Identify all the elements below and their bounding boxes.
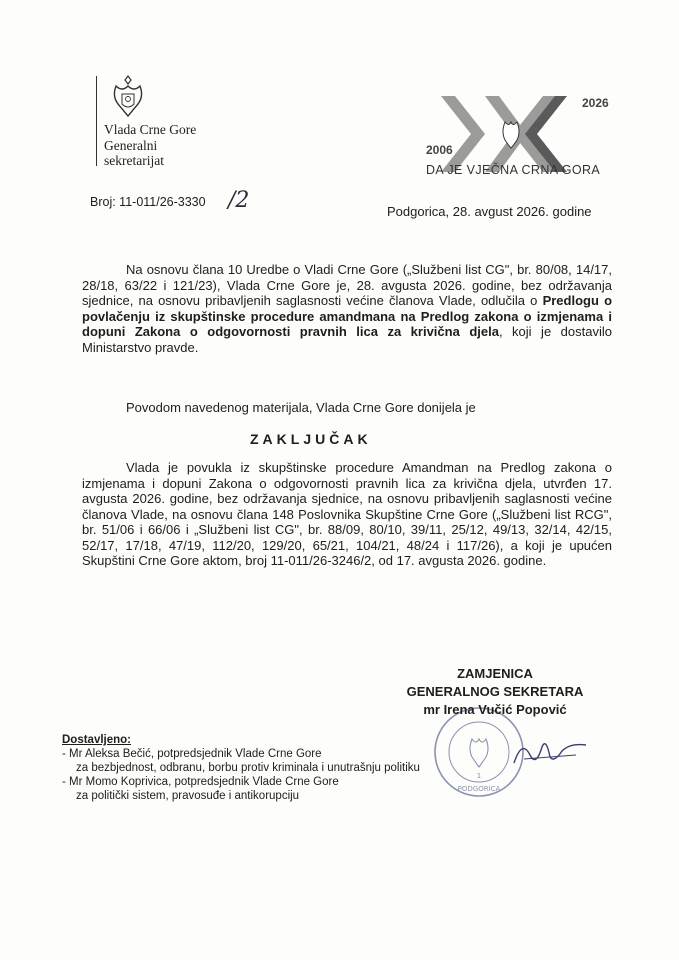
distribution-list <box>62 733 420 803</box>
distribution-item <box>62 775 420 803</box>
conclusion-title: ZAKLJUČAK <box>250 431 372 447</box>
jubilee-slogan: DA JE VJEČNA CRNA GORA <box>426 163 601 177</box>
distribution-title: Dostavljeno: <box>62 734 132 746</box>
coat-of-arms-icon <box>108 72 148 120</box>
document-date: Podgorica, 28. avgust 2026. godine <box>387 204 592 219</box>
org-line: Vlada Crne Gore <box>104 122 197 137</box>
intro-text-b: , koji je dostavilo Ministarstvo pravde. <box>82 324 612 355</box>
org-line: sekretarijat <box>104 153 164 168</box>
org-line: Generalni <box>104 137 158 153</box>
reference-number: Broj: 11-011/26-3330 <box>90 195 206 209</box>
signatory-name: mr Irena Vučić Popović <box>423 702 567 717</box>
signatory-title-1: ZAMJENICA <box>457 666 533 681</box>
distribution-item <box>62 747 420 775</box>
intro-text-a: Na osnovu člana 10 Uredbe o Vladi Crne Gore („Službeni list CG", br. 80/08, 14/17, 28/18, 63/22 i 121/23), Vlada Crne Gore je, 28. avgusta 2026. godine, bez održavanja sjednice, na osnovu pribavljenih saglasnosti većine članova Vlade, odlučila o <box>82 262 612 308</box>
signatory-title-2: GENERALNOG SEKRETARA <box>406 684 584 699</box>
conclusion-text: Vlada je povukla iz skupštinske procedure Amandman na Predlog zakona o izmjenama i dopuni Zakona o odgovornosti pravnih lica za krivična djela, utvrđen 17. avgusta 2026. godine, bez održavanja sjednice, na osnovu pribavljenih saglasnosti većine članova Vlade, na osnovu člana 148 Poslovnika Skupštine Crne Gore („Službeni list RCG", br. 51/06 i 66/06 i „Službeni list CG", br. 88/09, 80/10, 39/11, 25/12, 49/13, 32/14, 42/15, 52/17, 17/18, 47/19, 112/20, 129/20, 65/21, 104/21, 48/24 i 117/26), a koji je upućen Skupštini Crne Gore aktom, broj 11-011/26-3246/2, od 17. avgusta 2026. godine. <box>82 460 612 568</box>
signature-block <box>370 665 620 719</box>
stamp-number: 1 <box>476 772 482 780</box>
intro-subject: Predlogu o povlačenju iz skupštinske procedure amandmana na Predlog zakona o izmjenama i dopuni Zakona o odgovornosti pravnih lica za krivična djela <box>82 293 613 339</box>
organization-name <box>104 122 196 169</box>
jubilee-year-end: 2026 <box>582 96 609 110</box>
conclusion-paragraph <box>82 460 612 569</box>
adoption-paragraph <box>82 400 612 416</box>
distribution-recipient: - Mr Aleksa Bečić, potpredsjednik Vlade Crne Gore <box>62 748 322 760</box>
stamp-city: PODGORICA <box>457 785 501 793</box>
distribution-portfolio: za bezbjednost, odbranu, borbu protiv kriminala i unutrašnju politiku <box>76 762 420 774</box>
distribution-recipient: - Mr Momo Koprivica, potpredsjednik Vlade Crne Gore <box>62 776 339 788</box>
header-divider <box>96 76 97 166</box>
jubilee-year-start: 2006 <box>426 143 453 157</box>
handwritten-signature-icon <box>510 733 590 773</box>
adoption-text: Povodom navedenog materijala, Vlada Crne Gore donijela je <box>126 400 476 415</box>
reference-number-handwritten: /2 <box>228 188 250 213</box>
distribution-portfolio: za politički sistem, pravosuđe i antikorupciju <box>76 790 300 802</box>
intro-paragraph <box>82 262 612 355</box>
